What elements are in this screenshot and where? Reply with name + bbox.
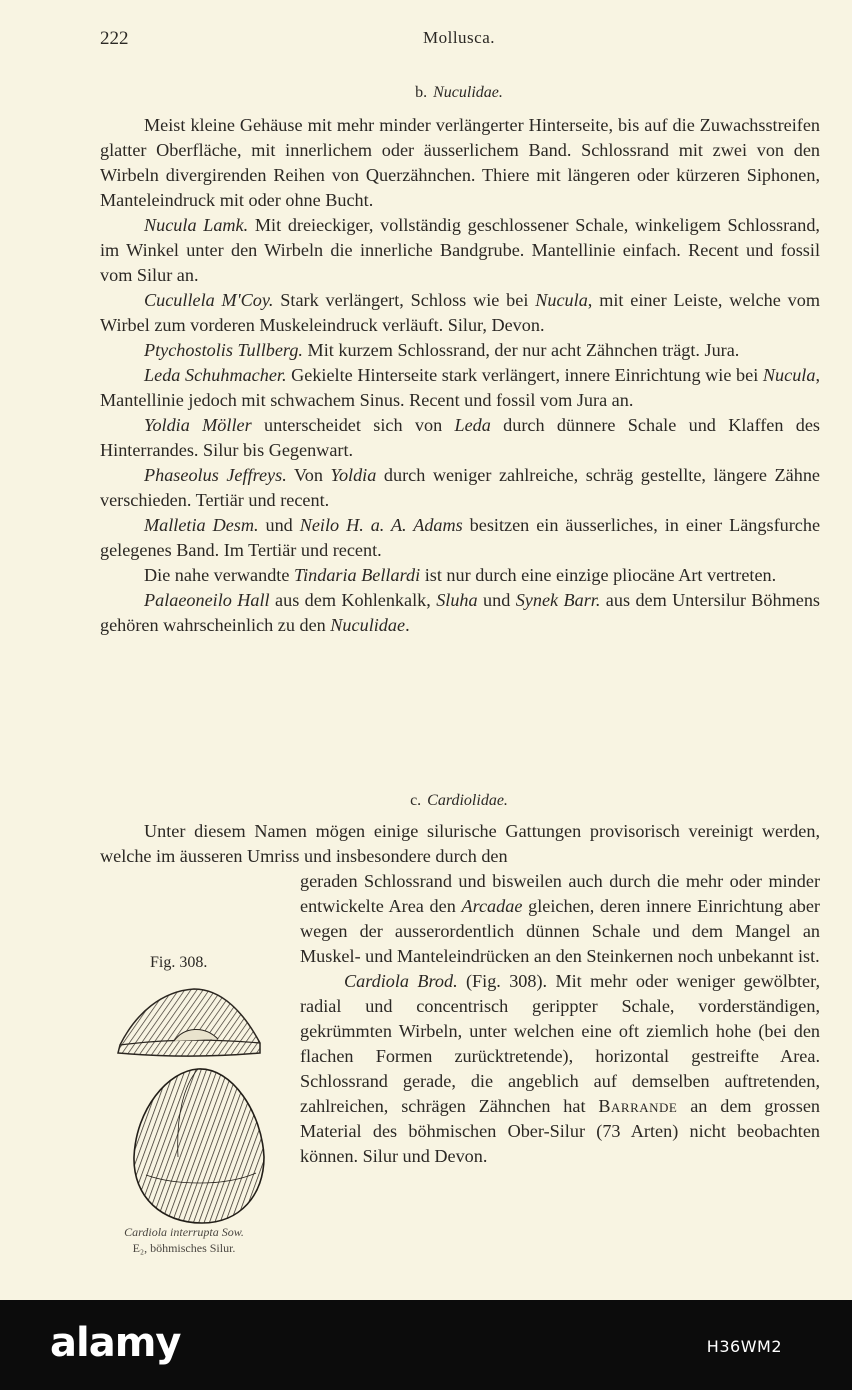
paragraph: Malletia Desm. und Neilo H. a. A. Adams besitzen ein äusserliches, in einer Längsfurche gelegenes Band. Im Tertiär und recent. <box>100 515 821 560</box>
section-heading-cardiolidae: c. Cardiolidae. <box>410 792 508 809</box>
paragraph: Nucula Lamk. Mit dreieckiger, vollständig geschlossener Schale, winkeligem Schlossrand, im Winkel unter den Wirbeln die innerliche Bandgrube. Mantellinie einfach. Recent und fossil vom Silur an. <box>100 215 820 285</box>
section-heading-nuculidae: b. Nuculidae. <box>415 84 503 101</box>
paragraph: Yoldia Möller unterscheidet sich von Leda durch dünnere Schale und Klaffen des Hinterrandes. Silur bis Gegenwart. <box>100 415 820 460</box>
cardiolidae-wrap-text: geraden Schlossrand und bisweilen auch durch die mehr oder minder entwickelte Area den Arcadae gleichen, deren innere Einrichtung aber wegen der ausserordentlich dünnen Schale und dem Mangel an Muskel- und Manteleindrücken an den Steinkernen noch unbekannt ist. <box>300 871 820 966</box>
stock-image-id: H36WM2 <box>706 1337 782 1356</box>
figure-caption: Cardiola interrupta Sow. E₂, böhmisches Silur. <box>124 1225 244 1255</box>
cardiolidae-intro: Unter diesem Namen mögen einige silurische Gattungen provisorisch vereinigt werden, welche im äusseren Umriss und insbesondere durch den <box>100 821 820 866</box>
nuculidae-text <box>100 113 820 638</box>
paragraph: Die nahe verwandte Tindaria Bellardi ist nur durch eine einzige pliocäne Art vertreten. <box>144 565 777 585</box>
stock-logo: alamy <box>50 1320 181 1366</box>
paragraph: Cucullela M'Coy. Stark verlängert, Schloss wie bei Nucula, mit einer Leiste, welche vom Wirbel zum vorderen Muskeleindruck verläuft. Silur, Devon. <box>100 290 820 335</box>
cardiola-paragraph: Cardiola Brod. (Fig. 308). Mit mehr oder weniger gewölbter, radial und concentrisch gerippter Schale, vorderständigen, gekrümmten Wirbeln, unter welchen eine oft ziemlich hohe (bei den flachen Formen zurücktretende), horizontal gestreifte Area. Schlossrand gerade, die angeblich auf demselben auftretenden, zahlreichen, schrägen Zähnchen hat Barrande an dem grossen Material des böhmischen Ober-Silur (73 Arten) nicht beobachten können. Silur und Devon. <box>300 971 820 1166</box>
paragraph: Meist kleine Gehäuse mit mehr minder verlängerter Hinterseite, bis auf die Zuwachsstreifen glatter Oberfläche, mit innerlichem oder äusserlichem Band. Schlossrand mit zwei von den Wirbeln divergirenden Reihen von Querzähnchen. Thiere mit längeren oder kürzeren Siphonen, Manteleindruck mit oder ohne Bucht. <box>100 115 820 210</box>
cardiolidae-text <box>100 819 820 1255</box>
shell-top-view-illustration <box>128 1065 268 1227</box>
running-title: Mollusca. <box>422 28 496 47</box>
paragraph: Ptychostolis Tullberg. Mit kurzem Schlossrand, der nur acht Zähnchen trägt. Jura. <box>144 340 740 360</box>
paragraph: Palaeoneilo Hall aus dem Kohlenkalk, Sluha und Synek Barr. aus dem Untersilur Böhmens gehören wahrscheinlich zu den Nuculidae. <box>100 590 821 635</box>
page-number: 222 <box>100 28 129 49</box>
stock-watermark-bar <box>0 1300 852 1390</box>
figure-308 <box>100 869 300 1255</box>
paragraph: Phaseolus Jeffreys. Von Yoldia durch weniger zahlreiche, schräg gestellte, längere Zähne verschieden. Tertiär und recent. <box>100 465 820 510</box>
shell-side-view-illustration <box>114 977 264 1059</box>
page-header <box>100 28 818 52</box>
figure-label: Fig. 308. <box>150 954 208 971</box>
paragraph: Leda Schuhmacher. Gekielte Hinterseite stark verlängert, innere Einrichtung wie bei Nucula, Mantellinie jedoch mit schwachem Sinus. Recent und fossil vom Jura an. <box>100 365 820 410</box>
